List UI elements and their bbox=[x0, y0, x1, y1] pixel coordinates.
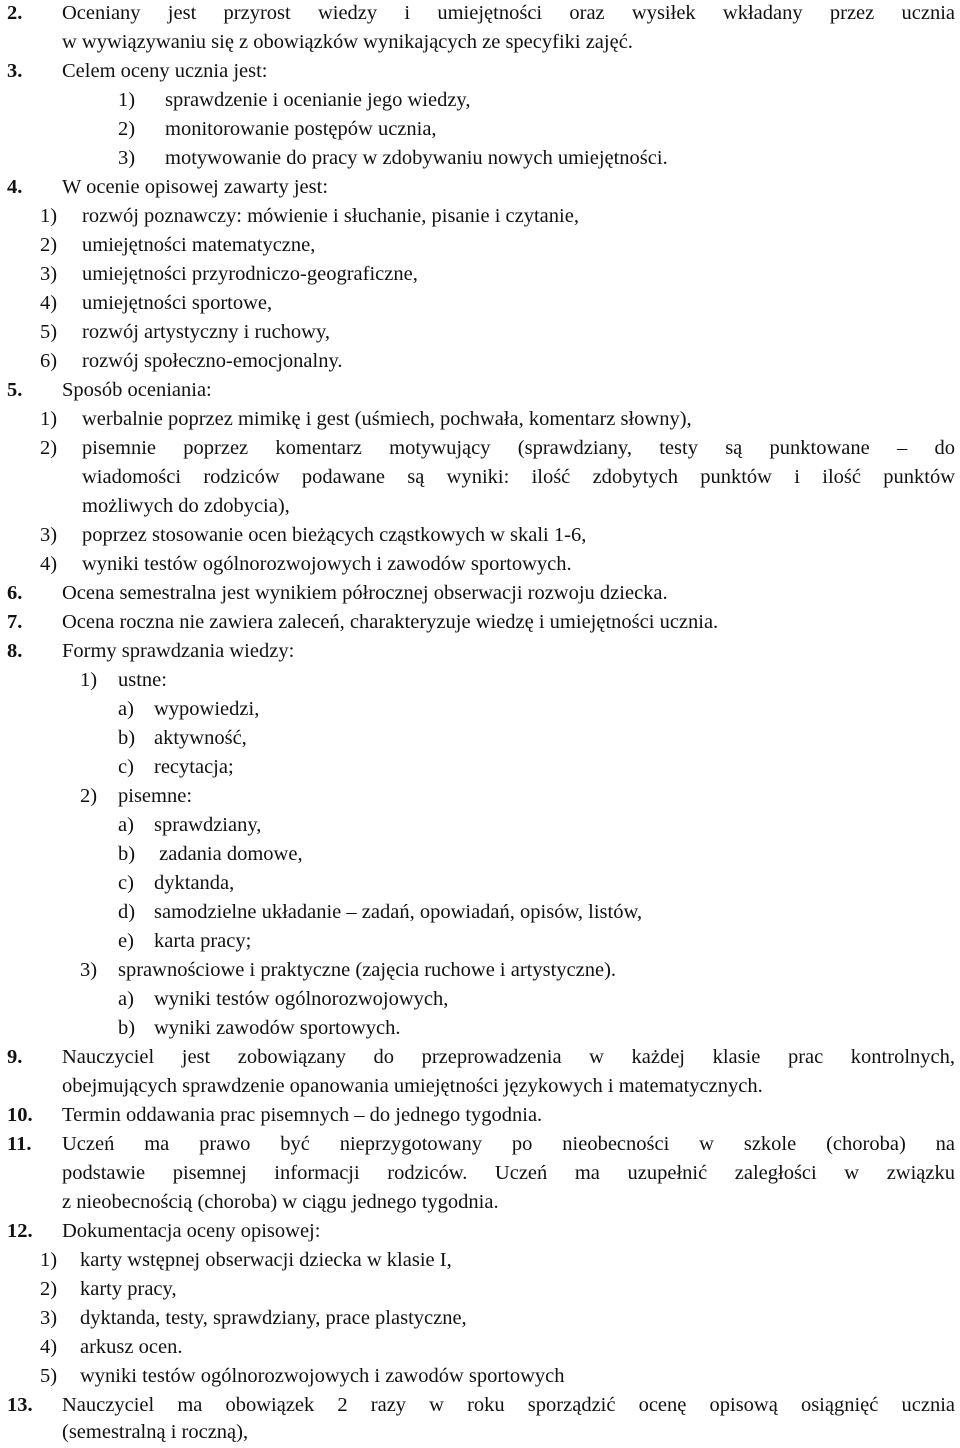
item-text: arkusz ocen. bbox=[80, 1336, 183, 1358]
item-marker: 1) bbox=[40, 1249, 58, 1271]
item-text: ustne: bbox=[118, 669, 167, 691]
item-marker: 3) bbox=[40, 1307, 58, 1329]
section-number: 9. bbox=[7, 1046, 23, 1068]
section-text: obejmujących sprawdzenie opanowania umiejętności językowych i matematycznych. bbox=[62, 1075, 763, 1097]
sub-item-text: zadania domowe, bbox=[154, 843, 303, 865]
sub-item-text: karta pracy; bbox=[154, 930, 252, 952]
section-number: 5. bbox=[7, 379, 23, 401]
item-marker: 3) bbox=[40, 524, 58, 546]
sub-list-item bbox=[0, 724, 960, 753]
item-marker: 5) bbox=[40, 1365, 58, 1387]
section-text: Termin oddawania prac pisemnych – do jednego tygodnia. bbox=[62, 1104, 543, 1126]
item-marker: 3) bbox=[40, 263, 58, 285]
section-text: podstawie pisemnej informacji rodziców. Uczeń ma uzupełnić zaległości w związku bbox=[62, 1162, 955, 1184]
section-text: Dokumentacja oceny opisowej: bbox=[62, 1220, 321, 1242]
item-marker: 2) bbox=[40, 1278, 58, 1300]
sub-item-text: wyniki zawodów sportowych. bbox=[154, 1017, 401, 1039]
item-text: poprzez stosowanie ocen bieżących cząstkowych w skali 1-6, bbox=[82, 524, 587, 546]
section-9-line-1 bbox=[0, 1043, 960, 1072]
sub-list-item bbox=[0, 695, 960, 724]
item-text: wiadomości rodziców podawane są wyniki: ilość zdobytych punktów i ilość punktów bbox=[82, 466, 955, 488]
section-text: Uczeń ma prawo być nieprzygotowany po nieobecności w szkole (choroba) na bbox=[62, 1133, 955, 1155]
section-4-heading bbox=[0, 173, 960, 202]
section-number: 6. bbox=[7, 582, 23, 604]
list-item-continuation bbox=[0, 463, 960, 492]
item-text: monitorowanie postępów ucznia, bbox=[165, 118, 437, 140]
item-text: wyniki testów ogólnorozwojowych i zawodów sportowych bbox=[80, 1365, 565, 1387]
item-marker: 1) bbox=[80, 669, 98, 691]
item-text: rozwój artystyczny i ruchowy, bbox=[82, 321, 331, 343]
section-text: W ocenie opisowej zawarty jest: bbox=[62, 176, 329, 198]
item-text: rozwój poznawczy: mówienie i słuchanie, pisanie i czytanie, bbox=[82, 205, 579, 227]
section-11-line-1 bbox=[0, 1130, 960, 1159]
item-marker: 2) bbox=[80, 785, 98, 807]
item-marker: 1) bbox=[40, 205, 58, 227]
sub-item-marker: a) bbox=[118, 988, 134, 1010]
section-9-line-2 bbox=[0, 1072, 960, 1101]
section-number: 10. bbox=[7, 1104, 33, 1126]
section-text: (semestralną i roczną), bbox=[62, 1421, 249, 1443]
sub-item-text: sprawdziany, bbox=[154, 814, 262, 836]
section-number: 2. bbox=[7, 2, 23, 24]
list-item bbox=[0, 347, 960, 376]
sub-item-text: recytacja; bbox=[154, 756, 234, 778]
item-text: sprawnościowe i praktyczne (zajęcia ruchowe i artystyczne). bbox=[118, 959, 617, 981]
section-text: Celem oceny ucznia jest: bbox=[62, 60, 268, 82]
list-item bbox=[0, 144, 960, 173]
section-12-heading bbox=[0, 1217, 960, 1246]
list-item bbox=[0, 231, 960, 260]
section-13-line-2 bbox=[0, 1418, 960, 1447]
list-item bbox=[0, 86, 960, 115]
item-marker: 2) bbox=[40, 437, 58, 459]
section-number: 4. bbox=[7, 176, 23, 198]
list-item-continuation bbox=[0, 492, 960, 521]
list-item bbox=[0, 666, 960, 695]
item-text: karty wstępnej obserwacji dziecka w klasie I, bbox=[80, 1249, 452, 1271]
item-marker: 4) bbox=[40, 292, 58, 314]
list-item bbox=[0, 202, 960, 231]
list-item bbox=[0, 550, 960, 579]
item-text: wyniki testów ogólnorozwojowych i zawodów sportowych. bbox=[82, 553, 572, 575]
section-number: 3. bbox=[7, 60, 23, 82]
section-text: Oceniany jest przyrost wiedzy i umiejętności oraz wysiłek wkładany przez ucznia bbox=[62, 2, 955, 24]
sub-item-text: wyniki testów ogólnorozwojowych, bbox=[154, 988, 449, 1010]
item-text: motywowanie do pracy w zdobywaniu nowych umiejętności. bbox=[165, 147, 668, 169]
item-marker: 4) bbox=[40, 1336, 58, 1358]
section-number: 7. bbox=[7, 611, 23, 633]
list-item bbox=[0, 956, 960, 985]
section-number: 11. bbox=[7, 1133, 32, 1155]
section-number: 8. bbox=[7, 640, 23, 662]
sub-item-text: dyktanda, bbox=[154, 872, 235, 894]
section-text: Ocena roczna nie zawiera zaleceń, charakteryzuje wiedzę i umiejętności ucznia. bbox=[62, 611, 719, 633]
list-item bbox=[0, 260, 960, 289]
section-7 bbox=[0, 608, 960, 637]
sub-item-marker: a) bbox=[118, 814, 134, 836]
sub-item-marker: b) bbox=[118, 1017, 136, 1039]
item-text: możliwych do zdobycia), bbox=[82, 495, 290, 517]
section-10 bbox=[0, 1101, 960, 1130]
sub-item-marker: d) bbox=[118, 901, 136, 923]
list-item bbox=[0, 1333, 960, 1362]
item-text: pisemne: bbox=[118, 785, 193, 807]
section-text: Nauczyciel ma obowiązek 2 razy w roku sporządzić ocenę opisową osiągnięć ucznia bbox=[62, 1394, 955, 1416]
item-text: karty pracy, bbox=[80, 1278, 177, 1300]
sub-item-text: samodzielne układanie – zadań, opowiadań, opisów, listów, bbox=[154, 901, 643, 923]
item-marker: 1) bbox=[118, 89, 136, 111]
sub-item-text: aktywność, bbox=[154, 727, 247, 749]
section-text: z nieobecnością (choroba) w ciągu jednego tygodnia. bbox=[62, 1191, 499, 1213]
list-item bbox=[0, 1275, 960, 1304]
sub-list-item bbox=[0, 898, 960, 927]
sub-list-item bbox=[0, 869, 960, 898]
item-marker: 2) bbox=[40, 234, 58, 256]
section-11-line-2 bbox=[0, 1159, 960, 1188]
section-number: 13. bbox=[7, 1394, 33, 1416]
sub-item-marker: b) bbox=[118, 727, 136, 749]
sub-list-item bbox=[0, 927, 960, 956]
sub-list-item bbox=[0, 753, 960, 782]
sub-list-item bbox=[0, 1014, 960, 1043]
sub-item-marker: a) bbox=[118, 698, 134, 720]
item-marker: 4) bbox=[40, 553, 58, 575]
sub-item-text: wypowiedzi, bbox=[154, 698, 260, 720]
item-text: dyktanda, testy, sprawdziany, prace plastyczne, bbox=[80, 1307, 467, 1329]
section-text: w wywiązywaniu się z obowiązków wynikających ze specyfiki zajęć. bbox=[62, 31, 633, 53]
sub-list-item bbox=[0, 811, 960, 840]
item-text: werbalnie poprzez mimikę i gest (uśmiech, pochwała, komentarz słowny), bbox=[82, 408, 692, 430]
item-marker: 2) bbox=[118, 118, 136, 140]
item-marker: 3) bbox=[80, 959, 98, 981]
item-marker: 3) bbox=[118, 147, 136, 169]
section-11-line-3 bbox=[0, 1188, 960, 1217]
sub-list-item bbox=[0, 985, 960, 1014]
section-13-line-1 bbox=[0, 1391, 960, 1420]
item-marker: 5) bbox=[40, 321, 58, 343]
section-8-heading bbox=[0, 637, 960, 666]
item-text: sprawdzenie i ocenianie jego wiedzy, bbox=[165, 89, 471, 111]
section-number: 12. bbox=[7, 1220, 33, 1242]
section-2-line-2 bbox=[0, 28, 960, 57]
item-text: umiejętności przyrodniczo-geograficzne, bbox=[82, 263, 418, 285]
list-item bbox=[0, 1304, 960, 1333]
section-text: Sposób oceniania: bbox=[62, 379, 212, 401]
list-item bbox=[0, 782, 960, 811]
sub-item-marker: c) bbox=[118, 756, 134, 778]
sub-list-item bbox=[0, 840, 960, 869]
section-6 bbox=[0, 579, 960, 608]
list-item bbox=[0, 1246, 960, 1275]
item-text: rozwój społeczno-emocjonalny. bbox=[82, 350, 343, 372]
section-text: Formy sprawdzania wiedzy: bbox=[62, 640, 295, 662]
section-text: Ocena semestralna jest wynikiem półrocznej obserwacji rozwoju dziecka. bbox=[62, 582, 668, 604]
section-5-heading bbox=[0, 376, 960, 405]
item-text: umiejętności matematyczne, bbox=[82, 234, 316, 256]
list-item bbox=[0, 405, 960, 434]
item-marker: 6) bbox=[40, 350, 58, 372]
item-text: umiejętności sportowe, bbox=[82, 292, 273, 314]
sub-item-marker: b) bbox=[118, 843, 136, 865]
section-3-heading bbox=[0, 57, 960, 86]
list-item bbox=[0, 115, 960, 144]
list-item bbox=[0, 521, 960, 550]
section-text: Nauczyciel jest zobowiązany do przeprowadzenia w każdej klasie prac kontrolnych, bbox=[62, 1046, 955, 1068]
item-text: pisemnie poprzez komentarz motywujący (sprawdziany, testy są punktowane – do bbox=[82, 437, 955, 459]
item-marker: 1) bbox=[40, 408, 58, 430]
list-item bbox=[0, 289, 960, 318]
list-item bbox=[0, 434, 960, 463]
section-2-line-1 bbox=[0, 0, 960, 28]
sub-item-marker: e) bbox=[118, 930, 134, 952]
list-item bbox=[0, 1362, 960, 1391]
sub-item-marker: c) bbox=[118, 872, 134, 894]
list-item bbox=[0, 318, 960, 347]
